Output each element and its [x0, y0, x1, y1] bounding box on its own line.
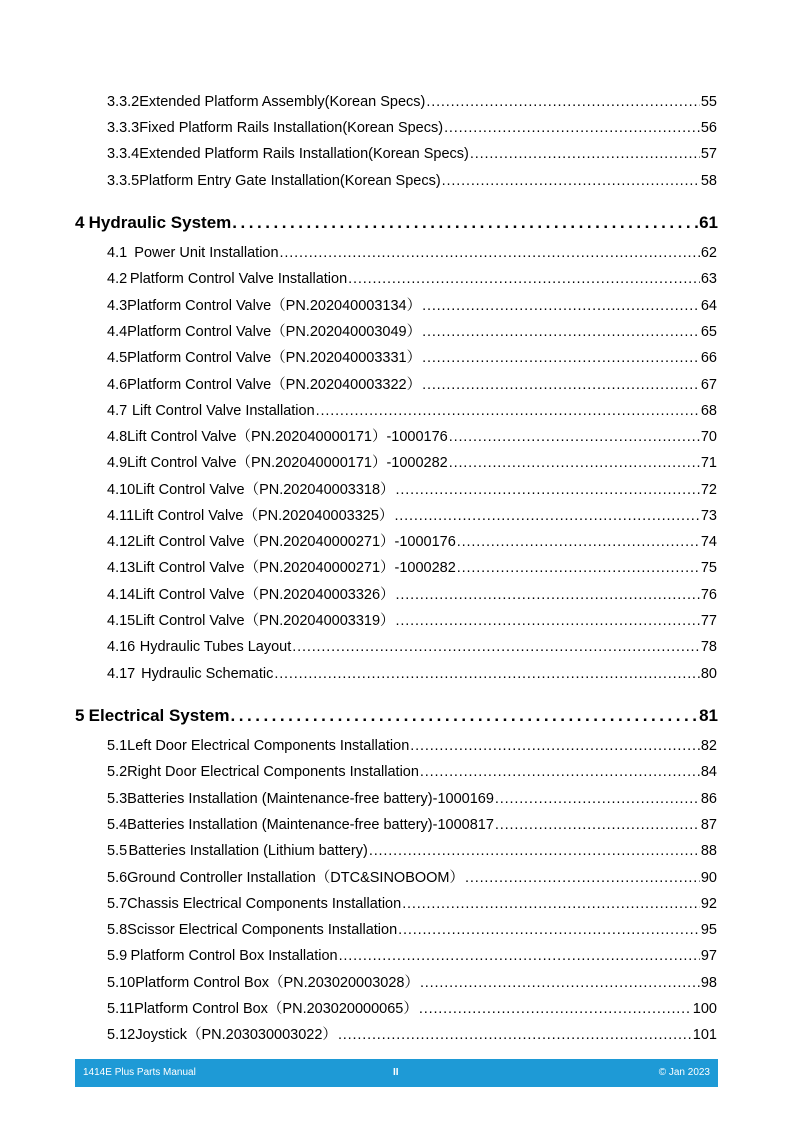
toc-entry-5-7[interactable]	[107, 894, 717, 914]
toc-entry-page: 67	[700, 377, 717, 393]
toc-entry-4-2[interactable]	[107, 269, 717, 289]
toc-entry-title: Hydraulic Schematic	[141, 666, 274, 682]
dot-leader	[449, 453, 700, 473]
toc-chapter-5[interactable]	[75, 704, 718, 728]
toc-entry-4-12[interactable]	[107, 532, 717, 552]
dot-leader	[232, 211, 698, 235]
toc-entry-page: 66	[700, 350, 717, 366]
toc-entry-5-8[interactable]	[107, 920, 717, 940]
dot-leader	[449, 427, 700, 447]
toc-entry-5-11[interactable]	[107, 999, 717, 1019]
toc-entry-3-3-4[interactable]	[107, 144, 717, 164]
toc-entry-title: Platform Control Valve（PN.202040003134）	[127, 298, 422, 314]
toc-entry-number: 5.6	[107, 870, 128, 886]
toc-entry-4-11[interactable]	[107, 506, 717, 526]
toc-entry-page: 71	[700, 455, 717, 471]
toc-entry-title: Right Door Electrical Components Installation	[127, 764, 419, 780]
toc-entry-title: Ground Controller Installation（DTC&SINOBOOM）	[127, 870, 464, 886]
footer-copyright: © Jan 2023	[658, 1067, 710, 1078]
toc-entry-title: Platform Entry Gate Installation(Korean Specs)	[139, 173, 441, 189]
toc-entry-number: 4.4	[107, 324, 128, 340]
toc-entry-4-16[interactable]	[107, 637, 717, 657]
toc-entry-number: 4.7	[107, 403, 128, 419]
toc-entry-number: 3.3.3	[107, 120, 140, 136]
toc-entry-page: 97	[700, 948, 717, 964]
toc-entry-title: Platform Control Box（PN.203020003028）	[135, 975, 419, 991]
toc-entry-3-3-5[interactable]	[107, 171, 717, 191]
toc-entry-title: Chassis Electrical Components Installation	[127, 896, 402, 912]
toc-entry-5-4[interactable]	[107, 815, 717, 835]
toc-entry-5-9[interactable]	[107, 946, 717, 966]
toc-entry-number: 5.8	[107, 922, 128, 938]
toc-entry-4-3[interactable]	[107, 296, 717, 316]
toc-entry-title: Platform Control Box Installation	[130, 948, 338, 964]
toc-chapter-4[interactable]	[75, 211, 718, 235]
toc-entry-page: 101	[692, 1027, 717, 1043]
toc-entry-title: Extended Platform Rails Installation(Korean Specs)	[139, 146, 469, 162]
dot-leader	[402, 894, 700, 914]
dot-leader	[420, 762, 700, 782]
dot-leader	[420, 973, 700, 993]
toc-entry-4-14[interactable]	[107, 585, 717, 605]
dot-leader	[422, 296, 700, 316]
toc-entry-number: 4.17	[107, 666, 136, 682]
dot-leader	[394, 506, 699, 526]
toc-entry-4-4[interactable]	[107, 322, 717, 342]
toc-entry-page: 55	[700, 94, 717, 110]
toc-entry-number: 4.3	[107, 298, 128, 314]
toc-entry-number: 4.13	[107, 560, 136, 576]
toc-entry-page: 63	[700, 271, 717, 287]
toc-entry-4-7[interactable]	[107, 401, 717, 421]
dot-leader	[457, 532, 700, 552]
dot-leader	[230, 704, 698, 728]
dot-leader	[339, 946, 700, 966]
toc-entry-5-5[interactable]	[107, 841, 717, 861]
dot-leader	[470, 144, 700, 164]
toc-entry-title: Lift Control Valve Installation	[131, 403, 315, 419]
toc-entry-number: 4.10	[107, 482, 136, 498]
toc-entry-4-17[interactable]	[107, 664, 717, 684]
toc-entry-title: Platform Control Valve Installation	[129, 271, 348, 287]
toc-entry-page: 56	[700, 120, 717, 136]
dot-leader	[457, 558, 700, 578]
dot-leader	[422, 322, 700, 342]
toc-entry-number: 5.1	[107, 738, 128, 754]
toc-entry-number: 4.1	[107, 245, 128, 261]
toc-chapter-title: Electrical System	[88, 706, 230, 725]
toc-entry-5-3[interactable]	[107, 789, 717, 809]
toc-entry-page: 80	[700, 666, 717, 682]
toc-entry-page: 75	[700, 560, 717, 576]
toc-entry-page: 82	[700, 738, 717, 754]
dot-leader	[396, 480, 700, 500]
page-footer	[75, 1059, 718, 1087]
toc-entry-5-10[interactable]	[107, 973, 717, 993]
toc-entry-5-6[interactable]	[107, 868, 717, 888]
toc-entry-4-8[interactable]	[107, 427, 717, 447]
dot-leader	[396, 611, 700, 631]
toc-entry-4-5[interactable]	[107, 348, 717, 368]
toc-entry-page: 100	[692, 1001, 717, 1017]
toc-chapter-number: 5	[75, 706, 85, 725]
dot-leader	[369, 841, 700, 861]
dot-leader	[398, 920, 700, 940]
toc-entry-number: 5.2	[107, 764, 128, 780]
toc-entry-number: 4.15	[107, 613, 136, 629]
toc-entry-title: Lift Control Valve（PN.202040003325）	[134, 508, 394, 524]
toc-entry-page: 68	[700, 403, 717, 419]
toc-entry-title: Joystick（PN.203030003022）	[135, 1027, 337, 1043]
toc-entry-title: Lift Control Valve（PN.202040003318）	[135, 482, 395, 498]
dot-leader	[419, 999, 692, 1019]
toc-entry-title: Power Unit Installation	[134, 245, 279, 261]
toc-entry-page: 74	[700, 534, 717, 550]
toc-entry-5-2[interactable]	[107, 762, 717, 782]
toc-entry-4-15[interactable]	[107, 611, 717, 631]
toc-entry-number: 3.3.5	[107, 173, 140, 189]
toc-entry-number: 4.6	[107, 377, 128, 393]
toc-entry-page: 65	[700, 324, 717, 340]
toc-entry-3-3-3[interactable]	[107, 118, 717, 138]
toc-entry-title: Lift Control Valve（PN.202040003326）	[135, 587, 395, 603]
toc-entry-title: Hydraulic Tubes Layout	[139, 639, 292, 655]
dot-leader	[426, 92, 700, 112]
toc-entry-number: 5.11	[107, 1001, 135, 1017]
toc-entry-page: 78	[700, 639, 717, 655]
dot-leader	[410, 736, 700, 756]
toc-entry-title: Lift Control Valve（PN.202040000271）-1000282	[135, 560, 456, 576]
toc-entry-number: 4.9	[107, 455, 128, 471]
toc-entry-page: 92	[700, 896, 717, 912]
toc-chapter-number: 4	[75, 213, 85, 232]
dot-leader	[274, 664, 700, 684]
toc-entry-number: 5.3	[107, 791, 128, 807]
toc-entry-page: 88	[700, 843, 717, 859]
toc-entry-number: 3.3.4	[107, 146, 140, 162]
dot-leader	[316, 401, 700, 421]
toc-entry-4-13[interactable]	[107, 558, 717, 578]
toc-entry-page: 95	[700, 922, 717, 938]
toc-entry-title: Batteries Installation (Maintenance-free battery)-1000817	[127, 817, 494, 833]
dot-leader	[495, 789, 700, 809]
dot-leader	[465, 868, 700, 888]
toc-entry-title: Batteries Installation (Lithium battery)	[128, 843, 368, 859]
toc-entry-page: 84	[700, 764, 717, 780]
dot-leader	[338, 1025, 692, 1045]
toc-entry-title: Lift Control Valve（PN.202040000171）-1000176	[127, 429, 448, 445]
toc-entry-page: 87	[700, 817, 717, 833]
dot-leader	[396, 585, 700, 605]
toc-entry-title: Platform Control Box（PN.203020000065）	[134, 1001, 418, 1017]
dot-leader	[422, 375, 700, 395]
toc-chapter-page: 61	[699, 213, 718, 232]
toc-entry-title: Platform Control Valve（PN.202040003322）	[127, 377, 422, 393]
dot-leader	[444, 118, 700, 138]
toc-entry-number: 5.12	[107, 1027, 136, 1043]
toc-entry-page: 57	[700, 146, 717, 162]
toc-entry-page: 98	[700, 975, 717, 991]
dot-leader	[442, 171, 700, 191]
toc-entry-number: 4.14	[107, 587, 136, 603]
toc-entry-number: 4.2	[107, 271, 128, 287]
toc-entry-4-10[interactable]	[107, 480, 717, 500]
toc-entry-page: 90	[700, 870, 717, 886]
toc-entry-number: 5.9	[107, 948, 128, 964]
dot-leader	[422, 348, 700, 368]
toc-entry-page: 62	[700, 245, 717, 261]
toc-entry-title: Lift Control Valve（PN.202040003319）	[135, 613, 395, 629]
dot-leader	[280, 243, 700, 263]
toc-entry-4-9[interactable]	[107, 453, 717, 473]
toc-entry-number: 5.10	[107, 975, 136, 991]
toc-entry-title: Extended Platform Assembly(Korean Specs)	[139, 94, 426, 110]
toc-entry-title: Lift Control Valve（PN.202040000271）-1000176	[135, 534, 456, 550]
toc-entry-page: 72	[700, 482, 717, 498]
toc-chapter-page: 81	[699, 706, 718, 725]
toc-entry-page: 86	[700, 791, 717, 807]
toc-entry-number: 4.11	[107, 508, 135, 524]
toc-entry-4-6[interactable]	[107, 375, 717, 395]
toc-entry-title: Batteries Installation (Maintenance-free battery)-1000169	[127, 791, 494, 807]
dot-leader	[495, 815, 700, 835]
toc-entry-page: 70	[700, 429, 717, 445]
toc-entry-title: Platform Control Valve（PN.202040003331）	[127, 350, 422, 366]
toc-entry-5-12[interactable]	[107, 1025, 717, 1045]
footer-manual-title: 1414E Plus Parts Manual	[83, 1067, 196, 1078]
toc-entry-number: 4.8	[107, 429, 128, 445]
toc-chapter-title: Hydraulic System	[88, 213, 232, 232]
toc-entry-number: 5.5	[107, 843, 128, 859]
toc-entry-title: Scissor Electrical Components Installation	[127, 922, 398, 938]
dot-leader	[348, 269, 700, 289]
toc-entry-number: 5.7	[107, 896, 128, 912]
toc-entry-title: Fixed Platform Rails Installation(Korean Specs)	[139, 120, 444, 136]
toc-entry-title: Lift Control Valve（PN.202040000171）-1000282	[127, 455, 448, 471]
toc-entry-number: 4.12	[107, 534, 136, 550]
toc-entry-number: 5.4	[107, 817, 128, 833]
toc-entry-4-1[interactable]	[107, 243, 717, 263]
toc-entry-3-3-2[interactable]	[107, 92, 717, 112]
toc-entry-page: 64	[700, 298, 717, 314]
dot-leader	[292, 637, 700, 657]
toc-entry-page: 77	[700, 613, 717, 629]
toc-entry-number: 3.3.2	[107, 94, 140, 110]
toc-entry-number: 4.16	[107, 639, 136, 655]
toc-entry-page: 58	[700, 173, 717, 189]
toc-entry-page: 76	[700, 587, 717, 603]
toc-entry-page: 73	[700, 508, 717, 524]
footer-page-number: II	[393, 1067, 399, 1078]
toc-entry-5-1[interactable]	[107, 736, 717, 756]
toc-entry-title: Left Door Electrical Components Installation	[127, 738, 410, 754]
toc-entry-number: 4.5	[107, 350, 128, 366]
toc-entry-title: Platform Control Valve（PN.202040003049）	[127, 324, 422, 340]
